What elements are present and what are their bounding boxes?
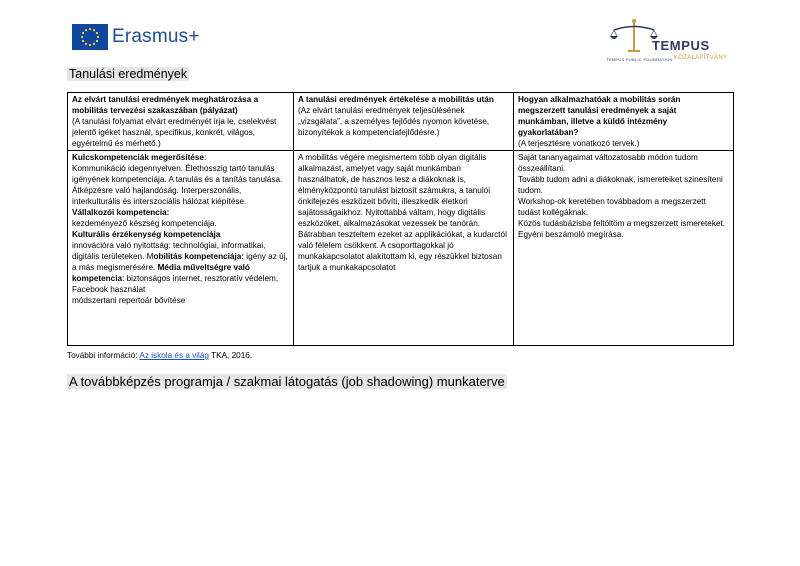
application-item: Saját tananyagaimat változatosabb módon tudom összeállítani. [518, 153, 698, 173]
media-title: Média műveltségre való kompetencia [72, 263, 250, 283]
mobility-text: igény az új, a más megismerésére. [72, 252, 288, 272]
media-text: : biztonságos internet, resztoratív védelem, Facebook használat [72, 274, 279, 294]
application-item: Tovább tudom adni a diákoknak, ismereteiket szinesíteni tudom. [518, 175, 723, 195]
key-competences-text: Kommunikáció idegennyelven. Élethosszig tartó tanulás igényének kompetenciája. A tanulás és a tanítás tanulása. Átképzésre való hajlandóság. Interperszonális, interkulturális és interszociális hálózat kiépítése. [72, 164, 283, 206]
table-cell-evaluation [294, 151, 514, 346]
tempus-logo-subtitle-hu: KÖZALAPÍTVÁNY [674, 55, 728, 61]
header-title: Az elvárt tanulási eredmények meghatározása a mobilitás tervezési szakaszában (pályázat) [72, 95, 259, 115]
entrepreneurial-title: Vállalkozói kompetencia: [72, 208, 170, 217]
table-header-cell [514, 93, 734, 151]
section-title-work-plan: A továbbképzés programja / szakmai látogatás (job shadowing) munkaterve [69, 374, 505, 389]
methodology-text: módszertani repertoár bővítése [72, 296, 186, 305]
table-cell-expected-outcomes [68, 151, 294, 346]
header-description: (Az elvárt tanulási eredmények teljesülésének „vizsgálata”, a személyes fejlődés nyomon követése, bizonyítékok a kompetenciafejlődésre.) [298, 106, 490, 137]
table-header-row [68, 93, 734, 151]
cultural-title: Kulturális érzékenység kompetenciája [72, 230, 221, 239]
entrepreneurial-text: kezdeményező készség kompetenciája. [72, 219, 217, 228]
mobility-title: obilitás kompetenciája: [153, 252, 245, 261]
evaluation-text: A mobilitás végére megismertem több olyan digitális alkalmazást, amelyet vagy saját munkámban használhatok, de hasznos lesz a diákoknak is, élményközpontú tanulást biztosít számukra, a tanulói önkifejezés eszközeit bővíti, illeszkedik életkori sajátosságaikhoz. Nyitottabbá váltam, hogy digitális eszközöket, alkalmazásokat vezessek be tanórán. Bátrabban teszteltem ezeket az applikációkat, a kudarctól való félelem csökkent. A csoporttagokkal jó munkakapcsolatot alakítottam ki, egy részükkel biztosan tartjuk a munkakapcsolatot [298, 153, 507, 272]
tempus-logo-text: TEMPUS [652, 38, 710, 53]
application-item: Egyéni beszámoló megírása. [518, 230, 624, 239]
table-header-cell [294, 93, 514, 151]
header-title: A tanulási eredmények értékelése a mobilitás után [298, 95, 494, 104]
application-item: Közös tudásbázisba feltöltöm a megszerzett ismereteket. [518, 219, 726, 228]
application-item: Workshop-ok keretében továbbadom a megszerzett tudást kollégáknak. [518, 197, 706, 217]
more-info-link[interactable]: Az iskola és a világ [139, 351, 209, 360]
more-info-suffix: TKA, 2016. [209, 351, 253, 360]
cultural-text: innovációra való nyitottság: technológiai, informatikai, digitális területeken. M [72, 241, 266, 261]
colon: : [203, 153, 207, 162]
erasmus-logo [72, 24, 200, 50]
header-description: (A terjesztésre vonatkozó tervek.) [518, 139, 640, 148]
header-description: (A tanulási folyamat elvárt eredményét írja le, cselekvést jelentő igéket használ, specifikus, konkrét, világos, egyértelmű és mérhető.) [72, 117, 277, 148]
tempus-logo [604, 18, 734, 64]
tempus-logo-subtitle: TEMPUS PUBLIC FOUNDATION [606, 57, 673, 62]
table-cell-application [514, 151, 734, 346]
more-info-label: További információ: [67, 351, 140, 360]
key-competences-title: Kulcskompetenciák megerősítése [72, 153, 204, 162]
eu-flag-icon [72, 24, 108, 50]
learning-outcomes-table [67, 92, 734, 346]
header-title: Hogyan alkalmazhatóak a mobilitás során megszerzett tanulási eredmények a saját munkámban, illetve a küldő intézmény gyakorlatában? [518, 95, 681, 137]
erasmus-logo-text: Erasmus+ [112, 26, 200, 47]
table-header-cell [68, 93, 294, 151]
table-row [68, 151, 734, 346]
more-info [67, 351, 252, 360]
section-title-learning-outcomes: Tanulási eredmények [69, 67, 188, 81]
